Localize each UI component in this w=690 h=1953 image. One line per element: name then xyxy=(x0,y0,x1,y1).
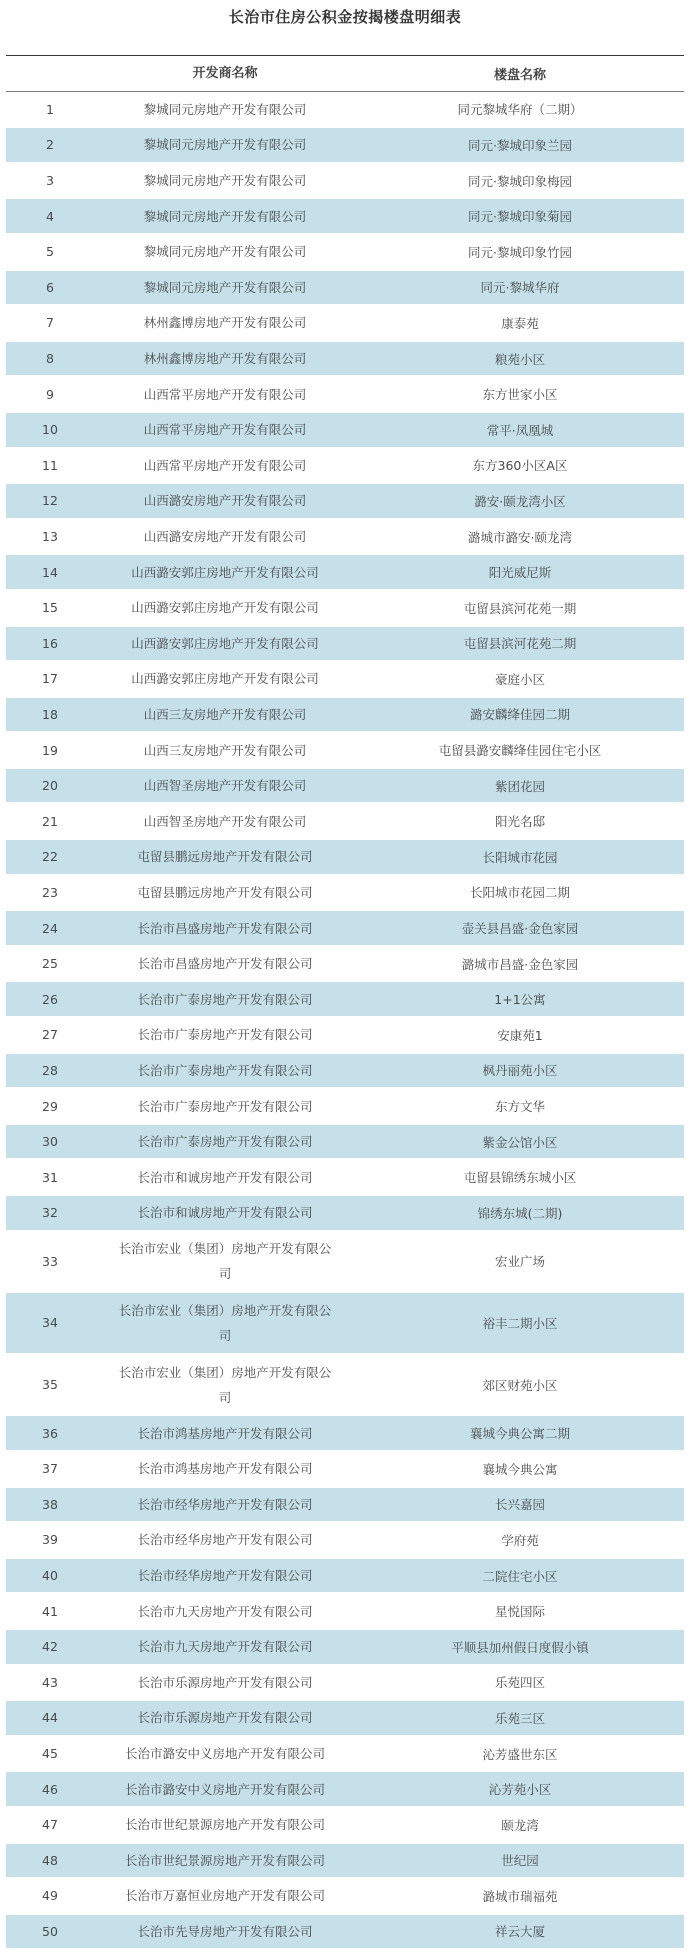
row-project: 屯留县滨河花苑一期 xyxy=(463,600,577,616)
row-index: 44 xyxy=(42,1710,58,1726)
row-index: 37 xyxy=(42,1461,58,1477)
row-project: 枫丹丽苑小区 xyxy=(482,1063,558,1079)
table-row xyxy=(6,732,684,768)
row-project: 星悦国际 xyxy=(494,1604,545,1620)
row-developer: 长治市万嘉恒业房地产开发有限公司 xyxy=(124,1888,325,1904)
row-developer: 山西三友房地产开发有限公司 xyxy=(143,706,307,722)
row-project: 沁芳盛世东区 xyxy=(482,1746,558,1762)
row-developer: 山西潞安郭庄房地产开发有限公司 xyxy=(131,564,319,580)
table-row xyxy=(6,803,684,839)
row-developer: 长治市世纪景源房地产开发有限公司 xyxy=(124,1817,325,1833)
row-index: 34 xyxy=(42,1315,58,1331)
row-developer: 黎城同元房地产开发有限公司 xyxy=(143,244,307,260)
row-project: 裕丰二期小区 xyxy=(482,1315,558,1331)
row-project: 东方360小区A区 xyxy=(472,458,568,474)
row-project: 颐龙湾 xyxy=(501,1817,539,1833)
row-developer: 林州鑫博房地产开发有限公司 xyxy=(143,351,307,367)
row-developer: 山西潞安郭庄房地产开发有限公司 xyxy=(131,600,319,616)
row-developer: 黎城同元房地产开发有限公司 xyxy=(143,173,307,189)
row-project: 屯留县潞安麟绛佳园住宅小区 xyxy=(438,743,602,759)
row-project: 学府苑 xyxy=(501,1532,539,1548)
table-row xyxy=(6,1451,684,1487)
row-project: 紫金公馆小区 xyxy=(482,1134,558,1150)
table-row xyxy=(6,1195,684,1231)
row-developer: 林州鑫博房地产开发有限公司 xyxy=(143,315,307,331)
housing-table xyxy=(6,56,684,1949)
row-index: 23 xyxy=(42,884,58,900)
row-developer: 山西潞安房地产开发有限公司 xyxy=(143,493,307,509)
row-developer: 长治市和诚房地产开发有限公司 xyxy=(137,1169,313,1185)
row-project: 阳光威尼斯 xyxy=(488,565,552,581)
table-row xyxy=(6,519,684,555)
row-project: 东方世家小区 xyxy=(482,387,558,403)
table-header-row xyxy=(6,56,684,92)
table-row xyxy=(6,910,684,946)
row-index: 14 xyxy=(42,564,58,580)
row-index: 49 xyxy=(42,1888,58,1904)
row-developer: 长治市广泰房地产开发有限公司 xyxy=(137,991,313,1007)
row-index: 27 xyxy=(42,1027,58,1043)
row-project: 同元黎城华府（二期） xyxy=(457,102,583,118)
table-row xyxy=(6,1914,684,1950)
row-index: 10 xyxy=(42,422,58,438)
row-index: 6 xyxy=(46,279,54,295)
row-developer: 长治市九天房地产开发有限公司 xyxy=(137,1639,313,1655)
table-row xyxy=(6,1017,684,1053)
row-project: 潞城市瑞福苑 xyxy=(482,1888,558,1904)
table-row xyxy=(6,127,684,163)
row-index: 2 xyxy=(46,137,54,153)
row-project: 平顺县加州假日度假小镇 xyxy=(451,1639,589,1655)
row-developer: 长治市广泰房地产开发有限公司 xyxy=(137,1134,313,1150)
table-row xyxy=(6,1736,684,1772)
row-project: 屯留县锦绣东城小区 xyxy=(463,1170,577,1186)
table-row xyxy=(6,376,684,412)
row-index: 19 xyxy=(42,742,58,758)
table-row xyxy=(6,1124,684,1160)
row-project: 安康苑1 xyxy=(497,1027,543,1043)
row-project: 锦绣东城(二期) xyxy=(477,1205,563,1221)
table-row xyxy=(6,483,684,519)
row-developer: 长治市乐源房地产开发有限公司 xyxy=(137,1674,313,1690)
row-index: 25 xyxy=(42,956,58,972)
row-project: 襄城今典公寓 xyxy=(482,1461,558,1477)
row-developer: 山西潞安郭庄房地产开发有限公司 xyxy=(131,671,319,687)
row-index: 4 xyxy=(46,208,54,224)
table-row xyxy=(6,1700,684,1736)
row-project: 壶关县昌盛·金色家园 xyxy=(461,921,579,937)
row-developer: 长治市经华房地产开发有限公司 xyxy=(137,1568,313,1584)
row-index: 17 xyxy=(42,671,58,687)
table-row xyxy=(6,448,684,484)
row-project: 康泰苑 xyxy=(501,315,539,331)
row-project: 襄城今典公寓二期 xyxy=(469,1426,570,1442)
row-index: 35 xyxy=(42,1377,58,1393)
table-row xyxy=(6,1088,684,1124)
row-developer: 长治市宏业（集团）房地产开发有限公司 xyxy=(118,1364,332,1405)
row-index: 40 xyxy=(42,1568,58,1584)
row-project: 同元·黎城印象兰园 xyxy=(468,137,572,153)
row-project: 宏业广场 xyxy=(494,1254,545,1270)
row-index: 47 xyxy=(42,1817,58,1833)
row-developer: 长治市潞安中义房地产开发有限公司 xyxy=(124,1746,325,1762)
row-developer: 长治市和诚房地产开发有限公司 xyxy=(137,1205,313,1221)
row-developer: 长治市广泰房地产开发有限公司 xyxy=(137,1098,313,1114)
row-index: 33 xyxy=(42,1253,58,1269)
row-developer: 山西智圣房地产开发有限公司 xyxy=(143,813,307,829)
row-project: 同元·黎城印象梅园 xyxy=(468,173,572,189)
row-developer: 黎城同元房地产开发有限公司 xyxy=(143,208,307,224)
row-developer: 长治市昌盛房地产开发有限公司 xyxy=(137,920,313,936)
row-project: 沁芳苑小区 xyxy=(488,1782,552,1798)
table-row xyxy=(6,1053,684,1089)
row-developer: 山西常平房地产开发有限公司 xyxy=(143,457,307,473)
table-row xyxy=(6,412,684,448)
row-project: 同元·黎城印象菊园 xyxy=(468,209,572,225)
table-row xyxy=(6,1593,684,1629)
row-developer: 长治市经华房地产开发有限公司 xyxy=(137,1496,313,1512)
row-index: 5 xyxy=(46,244,54,260)
row-project: 东方文华 xyxy=(494,1099,545,1115)
row-project: 潞安麟绛佳园二期 xyxy=(469,707,570,723)
table-row xyxy=(6,1843,684,1879)
row-index: 41 xyxy=(42,1603,58,1619)
table-body xyxy=(6,92,684,1950)
row-index: 42 xyxy=(42,1639,58,1655)
row-developer: 长治市广泰房地产开发有限公司 xyxy=(137,1062,313,1078)
row-index: 20 xyxy=(42,778,58,794)
table-row xyxy=(6,341,684,377)
row-developer: 长治市宏业（集团）房地产开发有限公司 xyxy=(118,1302,332,1343)
table-row xyxy=(6,234,684,270)
table-row xyxy=(6,1292,684,1354)
row-project: 世纪园 xyxy=(501,1853,539,1869)
table-row xyxy=(6,163,684,199)
row-index: 38 xyxy=(42,1496,58,1512)
row-developer: 长治市鸿基房地产开发有限公司 xyxy=(137,1461,313,1477)
row-index: 18 xyxy=(42,706,58,722)
row-index: 8 xyxy=(46,351,54,367)
row-developer: 黎城同元房地产开发有限公司 xyxy=(143,279,307,295)
row-project: 阳光名邸 xyxy=(494,814,545,830)
row-index: 43 xyxy=(42,1674,58,1690)
row-index: 29 xyxy=(42,1098,58,1114)
row-project: 二院住宅小区 xyxy=(482,1568,558,1584)
row-index: 24 xyxy=(42,920,58,936)
table-row xyxy=(6,270,684,306)
table-row xyxy=(6,875,684,911)
row-index: 13 xyxy=(42,529,58,545)
row-developer: 山西三友房地产开发有限公司 xyxy=(143,742,307,758)
row-project: 乐苑四区 xyxy=(494,1675,545,1691)
table-row xyxy=(6,1771,684,1807)
row-project: 潞城市潞安·颐龙湾 xyxy=(468,529,572,545)
table-row xyxy=(6,1487,684,1523)
row-index: 50 xyxy=(42,1923,58,1939)
table-row xyxy=(6,981,684,1017)
row-project: 紫团花园 xyxy=(494,778,545,794)
row-developer: 黎城同元房地产开发有限公司 xyxy=(143,137,307,153)
row-developer: 山西常平房地产开发有限公司 xyxy=(143,422,307,438)
row-project: 豪庭小区 xyxy=(494,671,545,687)
row-project: 乐苑三区 xyxy=(494,1710,545,1726)
row-index: 7 xyxy=(46,315,54,331)
row-project: 长阳城市花园二期 xyxy=(469,885,570,901)
row-index: 48 xyxy=(42,1852,58,1868)
header-developer: 开发商名称 xyxy=(192,65,258,81)
row-project: 长兴嘉园 xyxy=(494,1497,545,1513)
table-row xyxy=(6,590,684,626)
table-row xyxy=(6,1665,684,1701)
row-developer: 长治市宏业（集团）房地产开发有限公司 xyxy=(118,1241,332,1282)
row-project: 长阳城市花园 xyxy=(482,849,558,865)
row-project: 郊区财苑小区 xyxy=(482,1377,558,1393)
table-row xyxy=(6,1558,684,1594)
row-index: 21 xyxy=(42,813,58,829)
row-index: 3 xyxy=(46,173,54,189)
row-project: 屯留县滨河花苑二期 xyxy=(463,636,577,652)
table-row xyxy=(6,92,684,128)
row-developer: 长治市九天房地产开发有限公司 xyxy=(137,1603,313,1619)
row-index: 28 xyxy=(42,1062,58,1078)
row-index: 39 xyxy=(42,1532,58,1548)
table-row xyxy=(6,697,684,733)
table-row xyxy=(6,1522,684,1558)
row-project: 粮苑小区 xyxy=(494,351,545,367)
row-developer: 长治市先导房地产开发有限公司 xyxy=(137,1923,313,1939)
row-project: 1+1公寓 xyxy=(494,992,546,1008)
row-index: 45 xyxy=(42,1746,58,1762)
row-project: 祥云大厦 xyxy=(494,1924,545,1940)
row-developer: 屯留县鹏远房地产开发有限公司 xyxy=(137,884,313,900)
row-developer: 山西潞安房地产开发有限公司 xyxy=(143,529,307,545)
row-project: 潞城市昌盛·金色家园 xyxy=(461,956,579,972)
row-index: 12 xyxy=(42,493,58,509)
row-project: 潞安·颐龙湾小区 xyxy=(474,493,566,509)
table-row xyxy=(6,1354,684,1416)
row-index: 11 xyxy=(42,457,58,473)
row-developer: 长治市昌盛房地产开发有限公司 xyxy=(137,956,313,972)
table-row xyxy=(6,661,684,697)
row-index: 31 xyxy=(42,1169,58,1185)
row-developer: 长治市世纪景源房地产开发有限公司 xyxy=(124,1852,325,1868)
page-title: 长治市住房公积金按揭楼盘明细表 xyxy=(228,8,462,26)
row-developer: 长治市广泰房地产开发有限公司 xyxy=(137,1027,313,1043)
row-developer: 山西潞安郭庄房地产开发有限公司 xyxy=(131,635,319,651)
table-row xyxy=(6,768,684,804)
row-project: 同元·黎城华府 xyxy=(480,280,560,296)
table-row xyxy=(6,554,684,590)
row-developer: 屯留县鹏远房地产开发有限公司 xyxy=(137,849,313,865)
row-index: 16 xyxy=(42,635,58,651)
row-developer: 长治市乐源房地产开发有限公司 xyxy=(137,1710,313,1726)
row-index: 32 xyxy=(42,1205,58,1221)
row-developer: 山西常平房地产开发有限公司 xyxy=(143,386,307,402)
row-index: 26 xyxy=(42,991,58,1007)
row-developer: 山西智圣房地产开发有限公司 xyxy=(143,778,307,794)
row-index: 9 xyxy=(46,386,54,402)
table-row xyxy=(6,839,684,875)
table-row xyxy=(6,946,684,982)
table-row xyxy=(6,1231,684,1293)
table-row xyxy=(6,626,684,662)
table-row xyxy=(6,1878,684,1914)
row-developer: 长治市潞安中义房地产开发有限公司 xyxy=(124,1781,325,1797)
row-index: 36 xyxy=(42,1425,58,1441)
row-developer: 长治市经华房地产开发有限公司 xyxy=(137,1532,313,1548)
row-index: 1 xyxy=(46,101,54,117)
table-row xyxy=(6,1629,684,1665)
row-project: 同元·黎城印象竹园 xyxy=(468,244,572,260)
table-row xyxy=(6,1159,684,1195)
row-index: 46 xyxy=(42,1781,58,1797)
row-project: 常平·凤凰城 xyxy=(486,422,554,438)
row-index: 22 xyxy=(42,849,58,865)
header-project: 楼盘名称 xyxy=(493,67,546,83)
row-developer: 黎城同元房地产开发有限公司 xyxy=(143,101,307,117)
table-row xyxy=(6,1415,684,1451)
table-row xyxy=(6,1807,684,1843)
row-index: 30 xyxy=(42,1134,58,1150)
row-index: 15 xyxy=(42,600,58,616)
row-developer: 长治市鸿基房地产开发有限公司 xyxy=(137,1425,313,1441)
table-row xyxy=(6,198,684,234)
table-row xyxy=(6,305,684,341)
